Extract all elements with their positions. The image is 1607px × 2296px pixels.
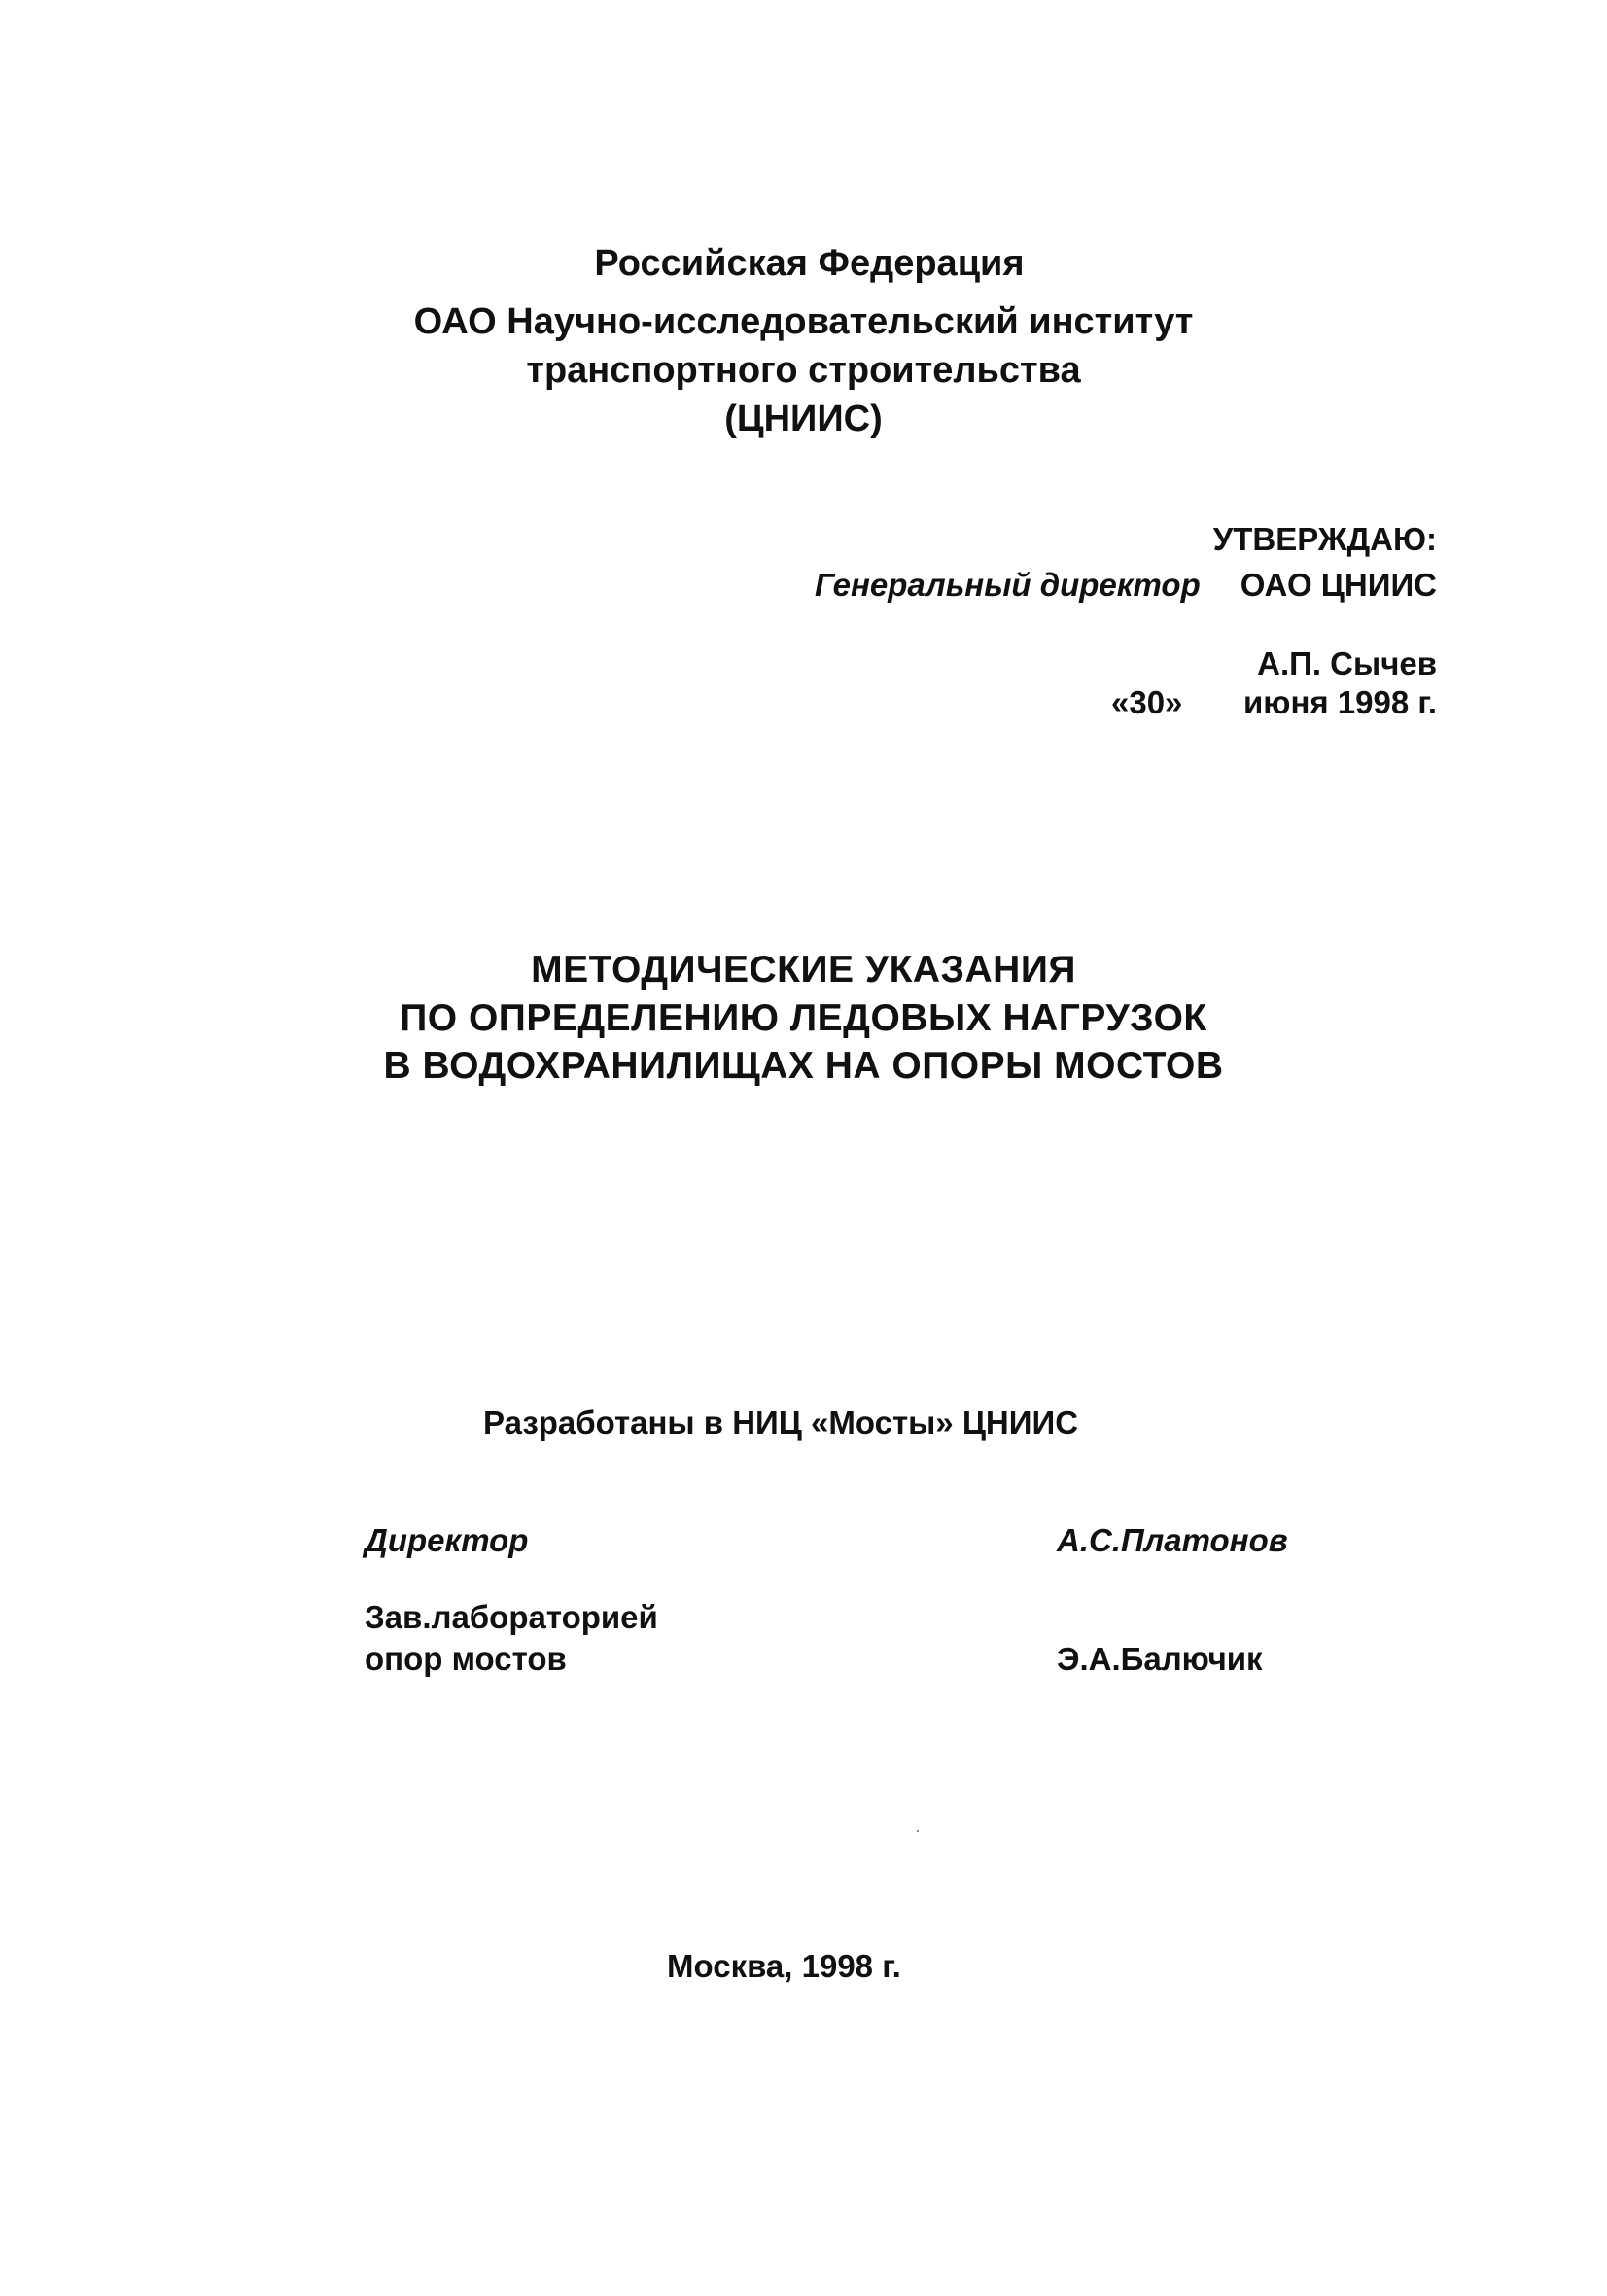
organization-abbreviation: (ЦНИИС) xyxy=(724,399,883,439)
scan-speck xyxy=(917,1830,919,1832)
footer-city-year: Москва, 1998 г. xyxy=(667,1948,901,1984)
approval-organization: ОАО ЦНИИС xyxy=(1240,567,1437,603)
approval-signatory-name: А.П. Сычев xyxy=(1257,645,1437,681)
developer-role-lab-head-line-2: опор мостов xyxy=(365,1641,567,1677)
document-title-line-1: МЕТОДИЧЕСКИЕ УКАЗАНИЯ xyxy=(531,949,1076,991)
approval-date-day: «30» xyxy=(1111,684,1183,720)
developer-role-lab-head-line-1: Зав.лабораторией xyxy=(365,1599,658,1635)
organization-line-2: транспортного строительства xyxy=(526,350,1081,391)
approval-heading: УТВЕРЖДАЮ: xyxy=(1212,521,1437,557)
country-name: Российская Федерация xyxy=(594,243,1025,284)
document-title-line-2: ПО ОПРЕДЕЛЕНИЮ ЛЕДОВЫХ НАГРУЗОК xyxy=(400,997,1207,1039)
document-title-line-3: В ВОДОХРАНИЛИЩАХ НА ОПОРЫ МОСТОВ xyxy=(383,1045,1224,1087)
developer-name-lab-head: Э.А.Балючик xyxy=(1057,1641,1263,1677)
approval-date-month-year: июня 1998 г. xyxy=(1242,684,1437,720)
developer-role-director: Директор xyxy=(365,1522,529,1558)
developer-name-director: А.С.Платонов xyxy=(1057,1522,1288,1558)
developers-intro: Разработаны в НИЦ «Мосты» ЦНИИС xyxy=(483,1405,1079,1441)
approval-position: Генеральный директор xyxy=(815,567,1201,603)
organization-line-1: ОАО Научно-исследовательский институт xyxy=(413,301,1194,342)
